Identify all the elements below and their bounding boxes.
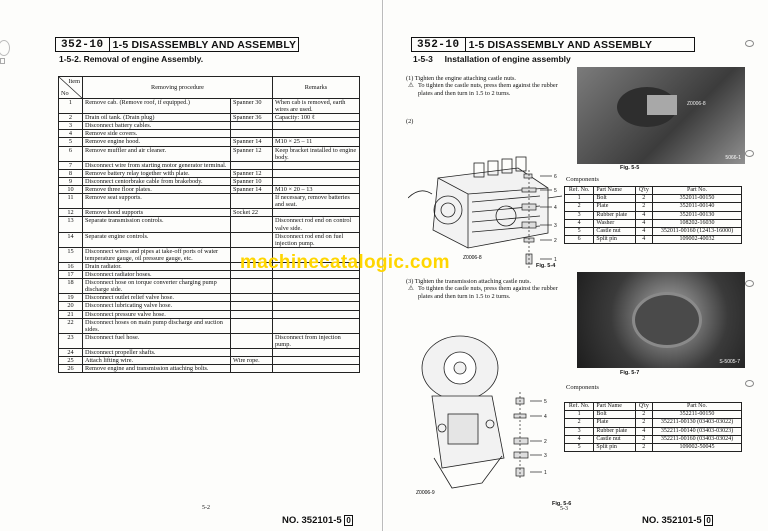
- cell-no: 11: [59, 194, 83, 209]
- components-label-1: Components: [566, 176, 599, 183]
- cell-no: 24: [59, 349, 83, 357]
- cell-name: Split pin: [594, 236, 635, 244]
- cell-no: 4: [59, 130, 83, 138]
- cell-part: 352211-00160 (03403-03024): [652, 435, 741, 443]
- cell-rem: [273, 130, 360, 138]
- cell-proc: Disconnect radiator hoses.: [83, 271, 231, 279]
- table-row: [59, 122, 360, 130]
- cell-no: 25: [59, 357, 83, 365]
- cell-tool: [231, 333, 273, 348]
- cell-proc: Remove engine and transmission attaching bolts.: [83, 365, 231, 373]
- cell-part: 109002-40032: [652, 236, 741, 244]
- table-row: [59, 318, 360, 333]
- cell-rem: Keep bracket installed to engine body.: [273, 146, 360, 161]
- cell-ref: 5: [565, 444, 594, 452]
- table-row: [59, 310, 360, 318]
- cell-tool: [231, 161, 273, 169]
- cell-proc: Drain radiator.: [83, 262, 231, 270]
- table-row: [565, 211, 742, 219]
- cell-tool: Spanner 36: [231, 114, 273, 122]
- removal-procedure-table: [58, 76, 360, 373]
- cell-no: 2: [59, 114, 83, 122]
- binder-mark: [0, 58, 5, 64]
- cell-no: 16: [59, 262, 83, 270]
- table-row: [59, 114, 360, 122]
- cell-tool: Wire rope.: [231, 357, 273, 365]
- step-1-note-text: To tighten the castle nuts, press them against the rubber plates and then turn in 1.5 to 2 turns.: [418, 82, 558, 97]
- cell-no: 9: [59, 177, 83, 185]
- cell-tool: Socket 22: [231, 209, 273, 217]
- cell-proc: Disconnect fuel hose.: [83, 333, 231, 348]
- cell-ref: 3: [565, 427, 594, 435]
- cell-proc: Remove battery relay together with plate.: [83, 169, 231, 177]
- subsection-title: 1-5-2. Removal of engine Assembly.: [59, 54, 204, 64]
- cell-no: 5: [59, 138, 83, 146]
- subsection-name: Installation of engine assembly: [444, 54, 571, 64]
- cell-qty: 2: [635, 195, 652, 203]
- head-name: Part Name: [594, 403, 635, 411]
- cell-qty: 2: [635, 203, 652, 211]
- table-row: [565, 203, 742, 211]
- cell-name: Bolt: [594, 195, 635, 203]
- cell-rem: M10 × 20 – 13: [273, 186, 360, 194]
- cell-no: 19: [59, 294, 83, 302]
- callout-5: 5: [554, 188, 557, 194]
- table-row: [59, 349, 360, 357]
- table-row: [565, 195, 742, 203]
- callout-4: 4: [544, 414, 547, 420]
- cell-part: 109002-50045: [652, 444, 741, 452]
- warning-icon: ⚠: [408, 82, 414, 90]
- cell-no: 13: [59, 217, 83, 232]
- cell-qty: 4: [635, 228, 652, 236]
- cell-part: 352211-00130 (03403-03022): [652, 419, 741, 427]
- callout-2: 2: [554, 238, 557, 244]
- doc-number-text: NO. 352101-5: [642, 515, 702, 526]
- cell-ref: 1: [565, 411, 594, 419]
- section-title: 1-5 DISASSEMBLY AND ASSEMBLY: [112, 38, 297, 51]
- cell-proc: Disconnect wire from starting motor generator terminal.: [83, 161, 231, 169]
- fig-5-5: Fig. 5-5: [620, 165, 640, 171]
- cell-proc: Remove hood supports: [83, 209, 231, 217]
- binder-hole: [745, 280, 754, 287]
- cell-tool: [231, 294, 273, 302]
- cell-proc: Remove seat supports.: [83, 194, 231, 209]
- table-row: [59, 365, 360, 373]
- cell-proc: Disconnect hoses on main pump discharge and suction sides.: [83, 318, 231, 333]
- cell-tool: Spanner 14: [231, 138, 273, 146]
- doc-number: [282, 515, 353, 526]
- head-no: No: [61, 89, 69, 97]
- cell-rem: Disconnect rod end on fuel injection pump.: [273, 232, 360, 247]
- cell-proc: Disconnect outlet relief valve hose.: [83, 294, 231, 302]
- table-row: [565, 236, 742, 244]
- head-part: Part No.: [652, 403, 741, 411]
- table-row: [59, 146, 360, 161]
- cell-tool: Spanner 30: [231, 99, 273, 114]
- cell-proc: Disconnect hose on torque converter charging pump discharge side.: [83, 279, 231, 294]
- mount-parts-drawing: [512, 170, 562, 275]
- cell-proc: Disconnect centorbrake cable from brakebody.: [83, 177, 231, 185]
- callout-3: 3: [554, 223, 557, 229]
- cell-part: 352011-00160 (12413-16000): [652, 228, 741, 236]
- callout-1: 1: [554, 257, 557, 263]
- cell-ref: 2: [565, 419, 594, 427]
- table-row: [59, 357, 360, 365]
- step-1: [406, 75, 561, 97]
- cell-rem: M10 × 25 – 11: [273, 138, 360, 146]
- section-code: 352-10: [412, 38, 466, 51]
- cell-no: 23: [59, 333, 83, 348]
- cell-no: 6: [59, 146, 83, 161]
- cell-qty: 4: [635, 211, 652, 219]
- cell-proc: Disconnect propeller shafts.: [83, 349, 231, 357]
- table-row: [565, 427, 742, 435]
- procedure-rows: [59, 99, 360, 373]
- section-title: 1-5 DISASSEMBLY AND ASSEMBLY: [468, 38, 653, 51]
- components-rows-1: [565, 195, 742, 244]
- fig-5-6: Fig. 5-6: [552, 501, 572, 507]
- cell-ref: 2: [565, 203, 594, 211]
- components-label-2: Components: [566, 384, 599, 391]
- table-row: [59, 138, 360, 146]
- cell-ref: 6: [565, 236, 594, 244]
- cell-part: 352011-00130: [652, 211, 741, 219]
- cell-rem: If necessary, remove batteries and seat.: [273, 194, 360, 209]
- cell-no: 1: [59, 99, 83, 114]
- photo-code: 5066-1: [725, 155, 741, 161]
- page-number: 5-2: [202, 505, 210, 511]
- cell-no: 12: [59, 209, 83, 217]
- section-code: 352-10: [56, 38, 110, 51]
- components-table-2: [564, 402, 742, 452]
- cell-name: Castle nut: [594, 435, 635, 443]
- cell-part: 352211-00140 (03403-03023): [652, 427, 741, 435]
- step-3: [406, 278, 564, 300]
- cell-tool: [231, 194, 273, 209]
- cell-no: 8: [59, 169, 83, 177]
- table-row: [59, 302, 360, 310]
- cell-tool: [231, 232, 273, 247]
- cell-rem: [273, 302, 360, 310]
- cell-proc: Remove cab. (Remove roof, if equipped.): [83, 99, 231, 114]
- cell-no: 20: [59, 302, 83, 310]
- cell-rem: Capacity: 100 ℓ: [273, 114, 360, 122]
- cell-rem: [273, 310, 360, 318]
- doc-number-text: NO. 352101-5: [282, 515, 342, 526]
- cell-proc: Remove three floor plates.: [83, 186, 231, 194]
- photo-code-2: S-5005-7: [719, 359, 740, 365]
- cell-tool: [231, 318, 273, 333]
- cell-name: Plate: [594, 203, 635, 211]
- cell-name: Bolt: [594, 411, 635, 419]
- table-row: [59, 161, 360, 169]
- cell-tool: Spanner 12: [231, 146, 273, 161]
- section-header: [55, 37, 299, 52]
- cell-tool: Spanner 14: [231, 186, 273, 194]
- step-3-note-text: To tighten the castle nuts, press them against the rubber plates and then turn in 1.5 to 2 turns.: [418, 285, 558, 300]
- cell-rem: [273, 279, 360, 294]
- cell-ref: 5: [565, 228, 594, 236]
- table-row: [59, 232, 360, 247]
- head-part: Part No.: [652, 187, 741, 195]
- binder-hole: [0, 40, 10, 56]
- head-name: Part Name: [594, 187, 635, 195]
- cell-rem: [273, 161, 360, 169]
- cell-tool: [231, 365, 273, 373]
- cell-tool: [231, 130, 273, 138]
- table-row: [59, 209, 360, 217]
- table-row: [565, 435, 742, 443]
- subsection-number: 1-5-3: [413, 54, 433, 64]
- cell-qty: 2: [635, 444, 652, 452]
- drawing-code-2: Z0006-9: [416, 490, 435, 496]
- table-row: [59, 177, 360, 185]
- cell-name: Split pin: [594, 444, 635, 452]
- cell-qty: 2: [635, 435, 652, 443]
- cell-no: 22: [59, 318, 83, 333]
- table-row: [59, 333, 360, 348]
- callout-4: 4: [554, 205, 557, 211]
- cell-rem: [273, 122, 360, 130]
- cell-tool: Spanner 12: [231, 169, 273, 177]
- cell-rem: When cab is removed, earth wires are used.: [273, 99, 360, 114]
- cell-tool: [231, 279, 273, 294]
- cell-part: 108202-16030: [652, 219, 741, 227]
- transmission-mount-photo: [577, 272, 745, 368]
- fig-5-7: Fig. 5-7: [620, 370, 640, 376]
- cell-name: Castle nut: [594, 228, 635, 236]
- head-item: Item: [68, 78, 80, 85]
- table-row: [565, 419, 742, 427]
- cell-rem: Disconnect rod end on control valve side.: [273, 217, 360, 232]
- cell-proc: Remove muffler and air cleaner.: [83, 146, 231, 161]
- cell-proc: Separate engine controls.: [83, 232, 231, 247]
- cell-name: Plate: [594, 419, 635, 427]
- cell-rem: [273, 349, 360, 357]
- table-row: [59, 186, 360, 194]
- cell-qty: 4: [635, 427, 652, 435]
- cell-rem: [273, 169, 360, 177]
- cell-proc: Disconnect lubricating valve hose.: [83, 302, 231, 310]
- cell-proc: Drain oil tank. (Drain plug): [83, 114, 231, 122]
- head-qty: Q'ty: [635, 187, 652, 195]
- cell-qty: 4: [635, 236, 652, 244]
- cell-tool: [231, 349, 273, 357]
- cell-no: 3: [59, 122, 83, 130]
- head-qty: Q'ty: [635, 403, 652, 411]
- table-row: [59, 279, 360, 294]
- cell-rem: [273, 365, 360, 373]
- cell-no: 10: [59, 186, 83, 194]
- warning-icon: ⚠: [408, 285, 414, 293]
- table-row: [565, 228, 742, 236]
- cell-proc: Remove engine hood.: [83, 138, 231, 146]
- cell-part: 352011-00150: [652, 195, 741, 203]
- table-row: [59, 294, 360, 302]
- cell-proc: Remove side covers.: [83, 130, 231, 138]
- head-remarks: Remarks: [273, 77, 360, 99]
- table-row: [59, 217, 360, 232]
- step-3-note: [406, 285, 564, 300]
- binder-hole: [745, 380, 754, 387]
- fig-5-4: Fig. 5-4: [536, 263, 556, 269]
- cell-tool: [231, 217, 273, 232]
- cell-rem: [273, 209, 360, 217]
- cell-ref: 4: [565, 435, 594, 443]
- step-2-label: (2): [406, 118, 414, 125]
- cell-tool: [231, 302, 273, 310]
- cell-rem: Disconnect from injection pump.: [273, 333, 360, 348]
- callout-3: 3: [544, 453, 547, 459]
- cell-proc: Attach lifting wire.: [83, 357, 231, 365]
- head-ref: Ref. No.: [565, 403, 594, 411]
- step-1-note: [406, 82, 561, 97]
- doc-rev: 0: [706, 516, 711, 525]
- cell-rem: [273, 177, 360, 185]
- cell-part: 352011-00140: [652, 203, 741, 211]
- cell-no: 15: [59, 247, 83, 262]
- cell-name: Rubber plate: [594, 427, 635, 435]
- cell-no: 14: [59, 232, 83, 247]
- cell-rem: [273, 294, 360, 302]
- cell-no: 17: [59, 271, 83, 279]
- section-header: [411, 37, 695, 52]
- cell-proc: Disconnect pressure valve hose.: [83, 310, 231, 318]
- page-number: 5-3: [560, 506, 568, 512]
- transmission-parts-drawing: [504, 392, 560, 482]
- engine-mount-photo: [577, 67, 745, 164]
- cell-part: 352211-00150: [652, 411, 741, 419]
- cell-rem: [273, 318, 360, 333]
- cell-name: Rubber plate: [594, 211, 635, 219]
- doc-number: [642, 515, 713, 526]
- cell-no: 21: [59, 310, 83, 318]
- doc-rev: 0: [346, 516, 351, 525]
- cell-qty: 2: [635, 419, 652, 427]
- cell-tool: [231, 122, 273, 130]
- head-procedure: Removing procedure: [83, 77, 273, 99]
- components-rows-2: [565, 411, 742, 452]
- table-row: [565, 219, 742, 227]
- table-row: [59, 99, 360, 114]
- cell-no: 18: [59, 279, 83, 294]
- head-ref: Ref. No.: [565, 187, 594, 195]
- cell-proc: Disconnect wires and pipes at take-off ports of water temperature gauge, oil pressure gauge, etc.: [83, 247, 231, 262]
- cell-qty: 2: [635, 411, 652, 419]
- photo-label: Z0006-8: [687, 101, 706, 107]
- cell-no: 26: [59, 365, 83, 373]
- table-row: [59, 169, 360, 177]
- table-row: [565, 411, 742, 419]
- components-table-1: [564, 186, 742, 244]
- cell-name: Washer: [594, 219, 635, 227]
- cell-no: 7: [59, 161, 83, 169]
- callout-6: 6: [554, 174, 557, 180]
- table-row: [565, 444, 742, 452]
- subsection-title: [413, 54, 571, 64]
- binder-hole: [745, 40, 754, 47]
- drawing-code: Z0006-8: [463, 255, 482, 261]
- cell-rem: [273, 357, 360, 365]
- cell-proc: Separate transmission controls.: [83, 217, 231, 232]
- table-row: [59, 194, 360, 209]
- col-item-no: [59, 77, 83, 99]
- cell-ref: 1: [565, 195, 594, 203]
- binder-hole: [745, 150, 754, 157]
- cell-proc: Disconnect battery cables.: [83, 122, 231, 130]
- step-3-text: (3) Tighten the transmission attaching castle nuts.: [406, 278, 532, 285]
- cell-tool: [231, 310, 273, 318]
- step-1-text: (1) Tighten the engine attaching castle nuts.: [406, 75, 516, 82]
- callout-1: 1: [544, 470, 547, 476]
- cell-ref: 3: [565, 211, 594, 219]
- watermark: machinecatalogic.com: [240, 252, 450, 273]
- callout-5: 5: [544, 399, 547, 405]
- cell-ref: 4: [565, 219, 594, 227]
- cell-tool: Spanner 10: [231, 177, 273, 185]
- callout-2: 2: [544, 439, 547, 445]
- cell-qty: 4: [635, 219, 652, 227]
- table-row: [59, 130, 360, 138]
